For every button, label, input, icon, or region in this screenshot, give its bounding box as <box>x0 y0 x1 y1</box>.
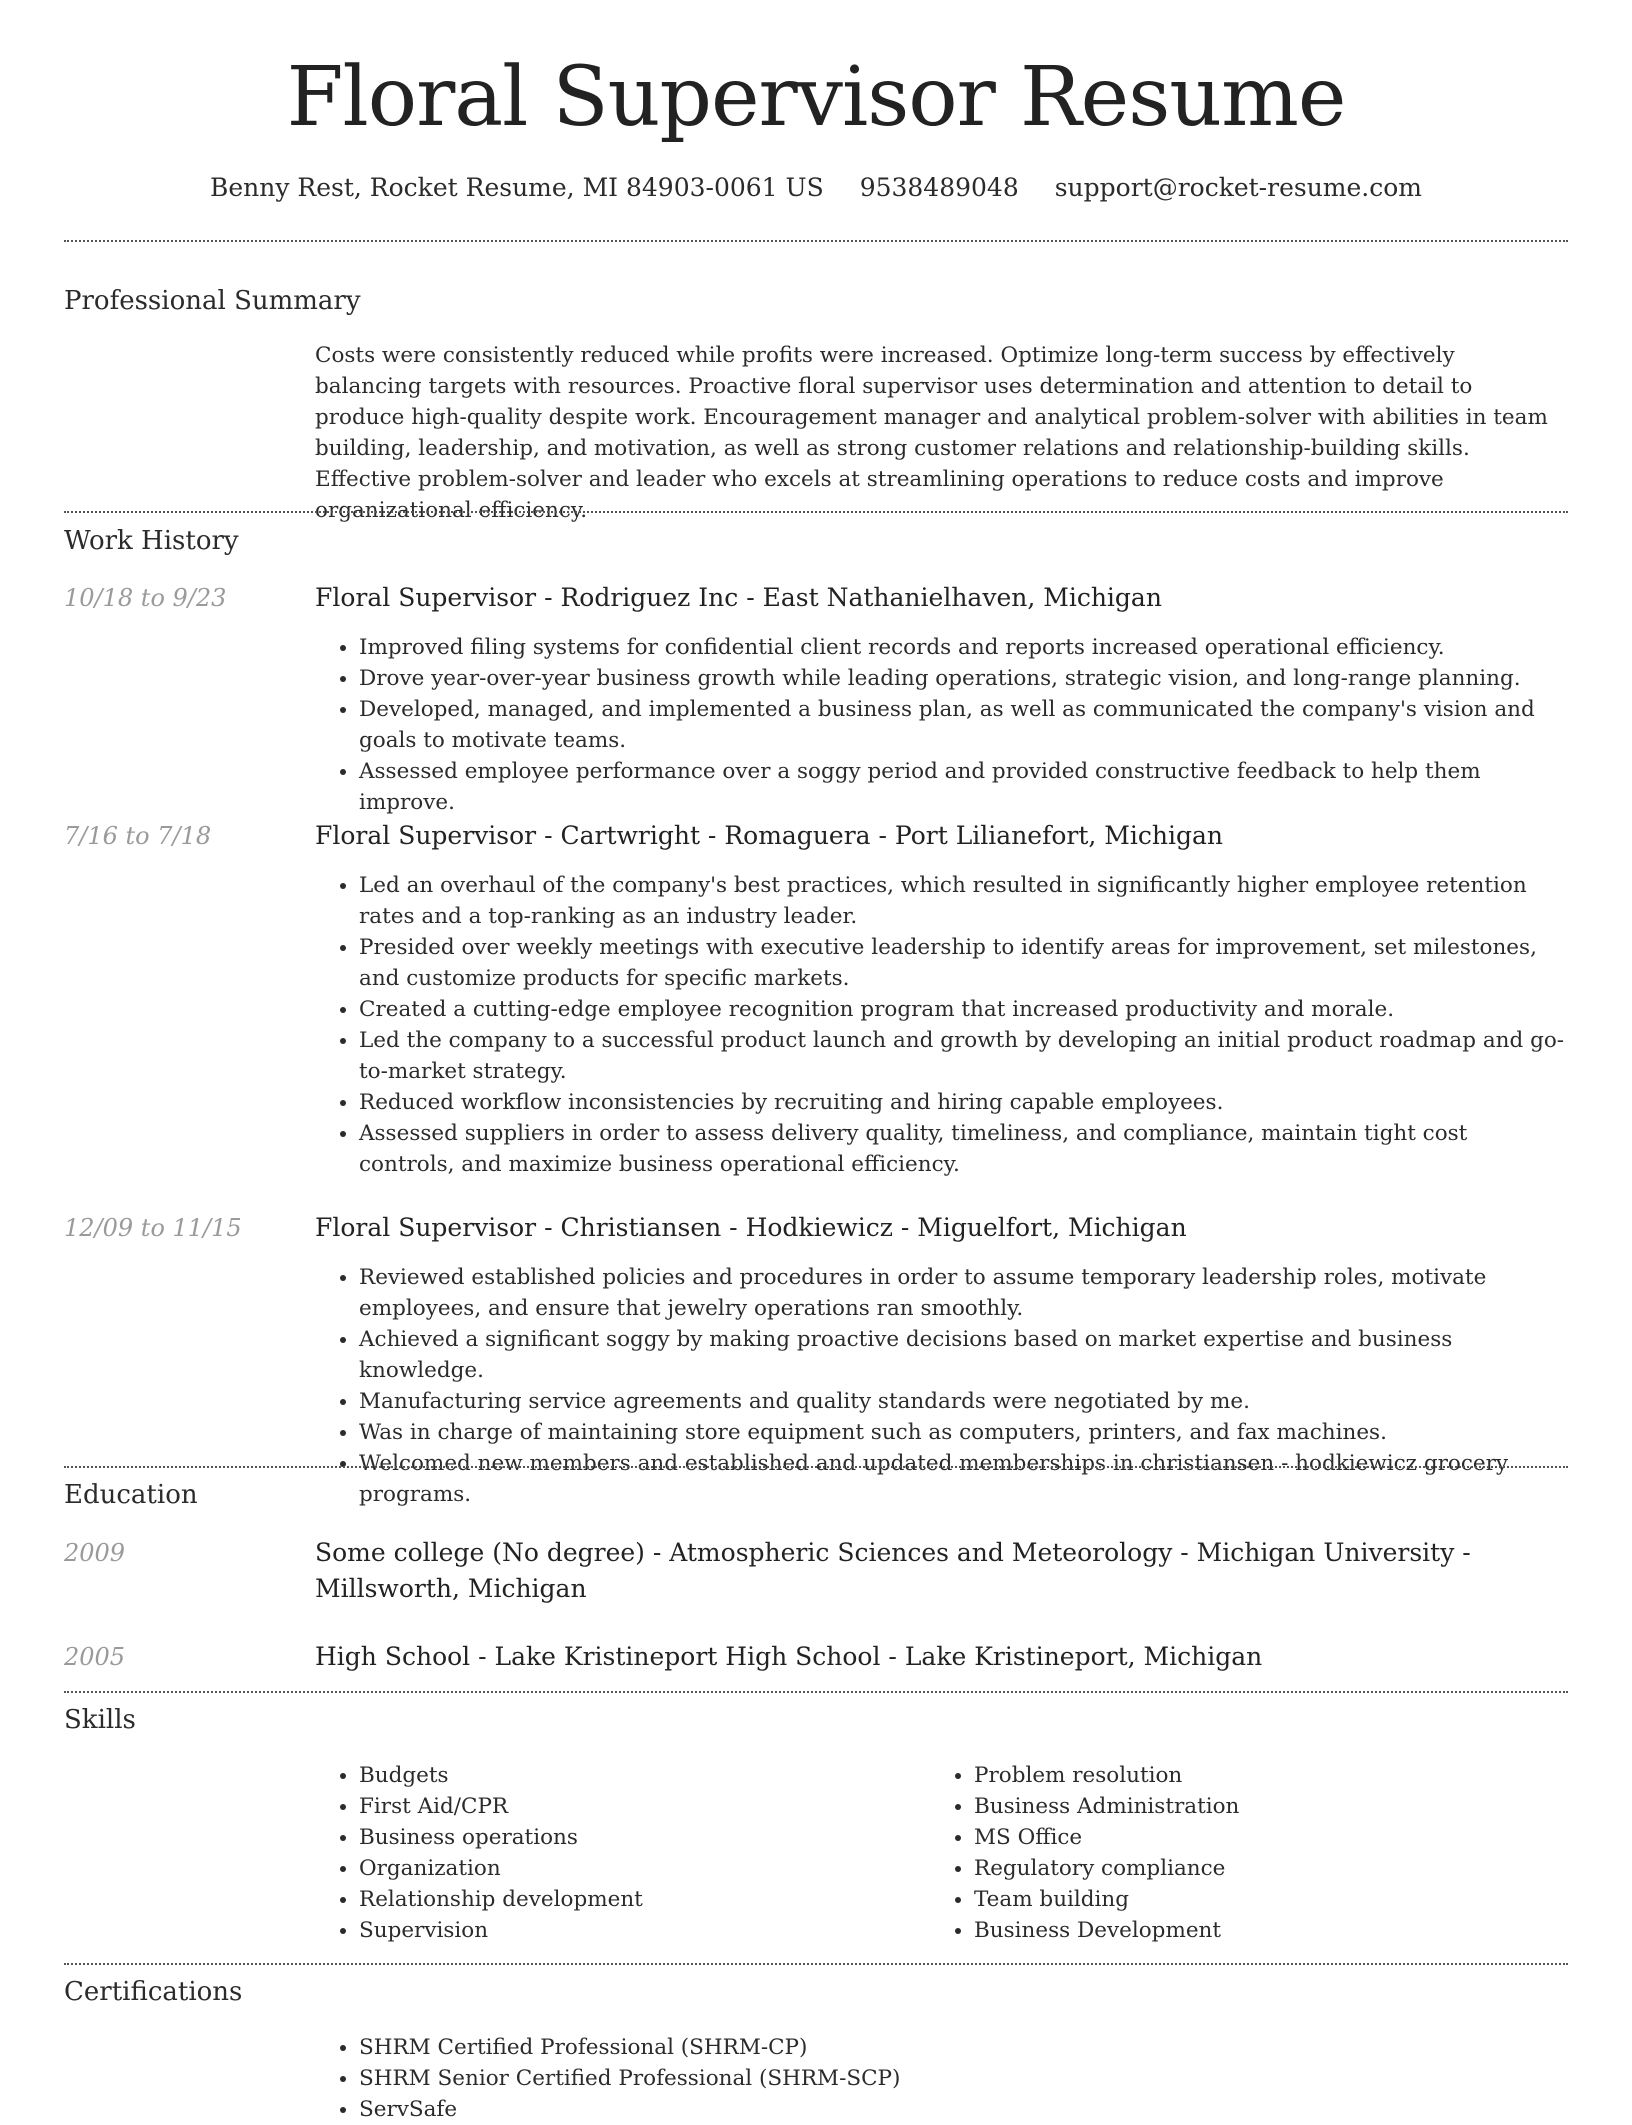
list-item: • Business Administration <box>974 1791 1530 1822</box>
list-item: • Supervision <box>359 1915 915 1946</box>
job-dates: 12/09 to 11/15 <box>64 1214 242 1242</box>
list-item: • MS Office <box>974 1822 1530 1853</box>
contact-phone: 9538489048 <box>859 173 1019 202</box>
list-item: • Welcomed new members and established and updated memberships in christiansen - hodkiewicz grocery programs. <box>359 1448 1568 1510</box>
section-divider <box>64 1466 1568 1468</box>
list-item: • Achieved a significant soggy by making proactive decisions based on market expertise and business knowledge. <box>359 1324 1568 1386</box>
section-divider <box>64 1963 1568 1965</box>
contact-line <box>0 170 1632 206</box>
section-divider <box>64 1691 1568 1693</box>
section-divider <box>64 511 1568 513</box>
list-item: • Led an overhaul of the company's best practices, which resulted in significantly higher employee retention rates and a top-ranking as an industry leader. <box>359 870 1568 932</box>
list-item: • Created a cutting-edge employee recognition program that increased productivity and morale. <box>359 994 1568 1025</box>
list-item: • Developed, managed, and implemented a business plan, as well as communicated the company's vision and goals to motivate teams. <box>359 694 1568 756</box>
section-divider <box>64 240 1568 242</box>
summary-heading: Professional Summary <box>64 286 361 316</box>
skills-list-left <box>315 1760 915 1946</box>
certifications-list <box>315 2032 1568 2125</box>
list-item: • Team building <box>974 1884 1530 1915</box>
list-item: • Assessed suppliers in order to assess delivery quality, timeliness, and compliance, maintain tight cost controls, and maximize business operational efficiency. <box>359 1118 1568 1180</box>
certifications-heading: Certifications <box>64 1977 243 2007</box>
list-item: • Business operations <box>359 1822 915 1853</box>
job-bullets <box>315 632 1568 818</box>
education-degree: Some college (No degree) - Atmospheric Sciences and Meteorology - Michigan University - Millsworth, Michigan <box>315 1538 1471 1603</box>
contact-address: Benny Rest, Rocket Resume, MI 84903-0061 US <box>209 173 824 202</box>
list-item: • Drove year-over-year business growth while leading operations, strategic vision, and long-range planning. <box>359 663 1568 694</box>
list-item: • First Aid/CPR <box>359 1791 915 1822</box>
summary-text: Costs were consistently reduced while profits were increased. Optimize long-term success by effectively balancing targets with resources. Proactive floral supervisor uses determination and attention to detail to produce high-quality despite work. Encouragement manager and analytical problem-solver with abilities in team building, leadership, and motivation, as well as strong customer relations and relationship-building skills. Effective problem-solver and leader who excels at streamlining operations to reduce costs and improve organizational efficiency. <box>315 343 1548 523</box>
job-title: Floral Supervisor - Rodriguez Inc - East Nathanielhaven, Michigan <box>315 583 1162 612</box>
list-item: • Was in charge of maintaining store equipment such as computers, printers, and fax machines. <box>359 1417 1568 1448</box>
list-item: • Improved filing systems for confidential client records and reports increased operational efficiency. <box>359 632 1568 663</box>
list-item: • Manufacturing service agreements and quality standards were negotiated by me. <box>359 1386 1568 1417</box>
education-year: 2009 <box>64 1539 126 1567</box>
list-item: • Led the company to a successful product launch and growth by developing an initial product roadmap and go-to-market strategy. <box>359 1025 1568 1087</box>
list-item: • SHRM Senior Certified Professional (SHRM-SCP) <box>359 2063 1568 2094</box>
list-item: • Relationship development <box>359 1884 915 1915</box>
education-degree: High School - Lake Kristineport High School - Lake Kristineport, Michigan <box>315 1642 1263 1671</box>
education-year: 2005 <box>64 1643 126 1671</box>
job-dates: 10/18 to 9/23 <box>64 584 227 612</box>
job-title: Floral Supervisor - Christiansen - Hodkiewicz - Miguelfort, Michigan <box>315 1213 1187 1242</box>
job-title: Floral Supervisor - Cartwright - Romaguera - Port Lilianefort, Michigan <box>315 821 1223 850</box>
list-item: • Reviewed established policies and procedures in order to assume temporary leadership roles, motivate employees, and ensure that jewelry operations ran smoothly. <box>359 1262 1568 1324</box>
list-item: • ServSafe <box>359 2094 1568 2125</box>
list-item: • Reduced workflow inconsistencies by recruiting and hiring capable employees. <box>359 1087 1568 1118</box>
job-dates: 7/16 to 7/18 <box>64 822 212 850</box>
list-item: • Organization <box>359 1853 915 1884</box>
list-item: • SHRM Certified Professional (SHRM-CP) <box>359 2032 1568 2063</box>
job-bullets <box>315 870 1568 1180</box>
page-title: Floral Supervisor Resume <box>286 50 1346 145</box>
list-item: • Problem resolution <box>974 1760 1530 1791</box>
skills-heading: Skills <box>64 1705 136 1735</box>
list-item: • Business Development <box>974 1915 1530 1946</box>
skills-list-right <box>930 1760 1530 1946</box>
list-item: • Regulatory compliance <box>974 1853 1530 1884</box>
list-item: • Assessed employee performance over a soggy period and provided constructive feedback to help them improve. <box>359 756 1568 818</box>
list-item: • Budgets <box>359 1760 915 1791</box>
work-history-heading: Work History <box>64 526 239 556</box>
list-item: • Presided over weekly meetings with executive leadership to identify areas for improvement, set milestones, and customize products for specific markets. <box>359 932 1568 994</box>
contact-email: support@rocket-resume.com <box>1054 173 1423 202</box>
education-heading: Education <box>64 1480 198 1510</box>
job-bullets <box>315 1262 1568 1510</box>
